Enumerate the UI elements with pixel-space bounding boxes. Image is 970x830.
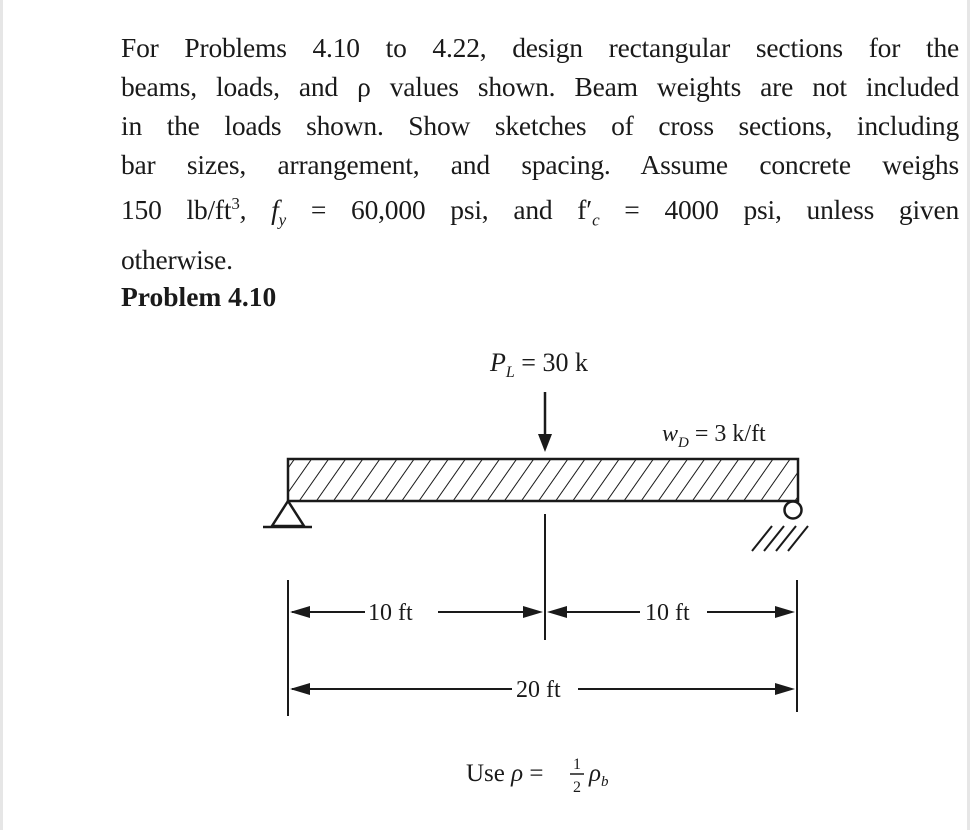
point-load-label: $P_L = 30$ k	[490, 348, 588, 381]
beam	[288, 459, 798, 501]
intro-line-5-a: 150 lb/ft	[121, 194, 232, 226]
intro-line-5-exp: 3	[231, 194, 240, 213]
intro-line-6: otherwise.	[121, 243, 233, 275]
point-load-arrow	[538, 392, 552, 452]
intro-line-4: bar sizes, arrangement, and spacing. Assume concrete weighs	[121, 149, 959, 180]
intro-line-5-sub: y	[278, 210, 286, 230]
intro-line-5-b: , f	[239, 194, 279, 226]
rho-requirement-text: Use ρ =	[466, 760, 544, 787]
dimension-right-label: 10 ft	[645, 600, 690, 626]
intro-line-5-csub: c	[592, 210, 600, 230]
intro-line-1: For Problems 4.10 to 4.22, design rectangular sections for the	[121, 32, 959, 63]
rho-balanced: $\rho_b$	[589, 760, 609, 790]
dimension-left-label: 10 ft	[368, 600, 413, 626]
pin-support	[263, 501, 312, 527]
dimension-total-label: 20 ft	[516, 677, 561, 703]
rho-fraction-numerator: 1	[573, 756, 581, 773]
roller-support	[752, 502, 812, 552]
dimension-left	[290, 606, 543, 618]
problem-heading: Problem 4.10	[121, 281, 277, 312]
rho-requirement	[466, 756, 609, 796]
distributed-load-label: $w_D = 3$ k/ft	[662, 421, 766, 451]
intro-line-3: in the loads shown. Show sketches of cross sections, including	[121, 110, 959, 141]
rho-fraction-denominator: 2	[573, 779, 581, 796]
intro-line-5-c: = 60,000 psi, and f′	[286, 194, 593, 226]
intro-line-5-d: = 4000 psi, unless given	[599, 194, 960, 226]
intro-line-2: beams, loads, and ρ values shown. Beam weights are not included	[121, 71, 959, 102]
